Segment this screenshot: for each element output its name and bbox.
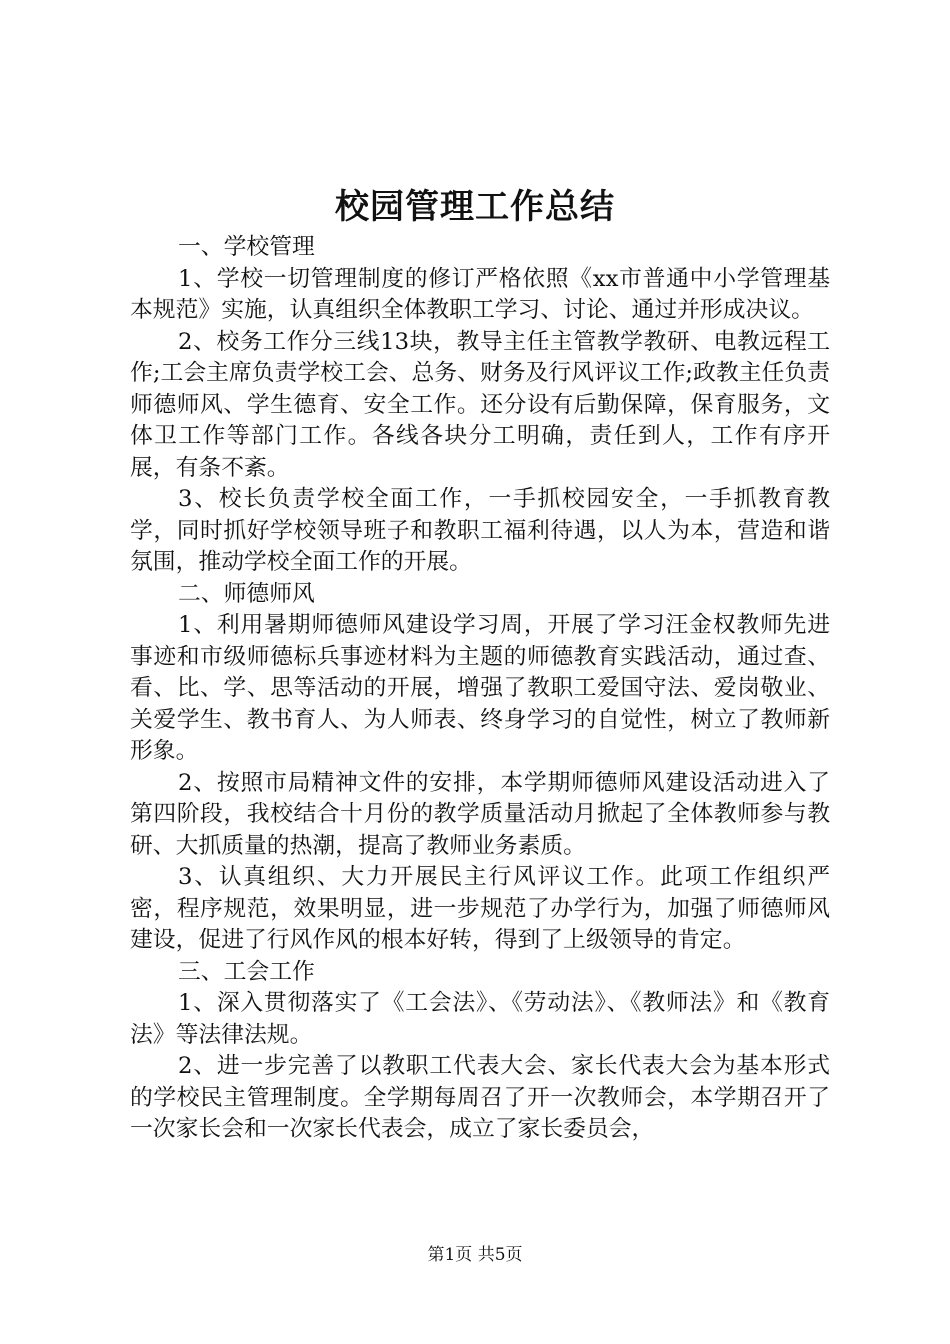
paragraph: 1、利用暑期师德师风建设学习周，开展了学习汪金权教师先进事迹和市级师德标兵事迹材料为主题的师德教育实践活动，通过查、看、比、学、思等活动的开展，增强了教职工爱国守法、爱岗敬业、关爱学生、教书育人、为人师表、终身学习的自觉性，树立了教师新形象。 xyxy=(130,612,830,764)
paragraph: 3、校长负责学校全面工作，一手抓校园安全，一手抓教育教学，同时抓好学校领导班子和教职工福利待遇，以人为本，营造和谐氛围，推动学校全面工作的开展。 xyxy=(130,486,830,575)
document-title: 校园管理工作总结 xyxy=(335,187,615,227)
section-heading: 三、工会工作 xyxy=(178,958,315,985)
section-heading: 二、师德师风 xyxy=(178,580,315,607)
paragraph: 1、深入贯彻落实了《工会法》、《劳动法》、《教师法》和《教育法》等法律法规。 xyxy=(130,990,830,1048)
paragraph: 2、进一步完善了以教职工代表大会、家长代表大会为基本形式的学校民主管理制度。全学期每周召了开一次教师会，本学期召开了一次家长会和一次家长代表会，成立了家长委员会， xyxy=(130,1053,830,1142)
paragraph: 2、校务工作分三线13块，教导主任主管教学教研、电教远程工作;工会主席负责学校工会、总务、财务及行风评议工作;政教主任负责师德师风、学生德育、安全工作。还分设有后勤保障，保育服务，文体卫工作等部门工作。各线各块分工明确，责任到人，工作有序开展，有条不紊。 xyxy=(130,328,830,481)
paragraph: 2、按照市局精神文件的安排，本学期师德师风建设活动进入了第四阶段，我校结合十月份的教学质量活动月掀起了全体教师参与教研、大抓质量的热潮，提高了教师业务素质。 xyxy=(130,769,830,859)
page-footer: 第1页 共5页 xyxy=(427,1245,523,1265)
paragraph: 1、学校一切管理制度的修订严格依照《xx市普通中小学管理基本规范》实施，认真组织全体教职工学习、讨论、通过并形成决议。 xyxy=(130,265,830,323)
document-body xyxy=(130,232,830,1146)
paragraph: 3、认真组织、大力开展民主行风评议工作。此项工作组织严密，程序规范，效果明显，进一步规范了办学行为，加强了师德师风建设，促进了行风作风的根本好转，得到了上级领导的肯定。 xyxy=(130,864,830,953)
section-heading: 一、学校管理 xyxy=(178,234,315,260)
